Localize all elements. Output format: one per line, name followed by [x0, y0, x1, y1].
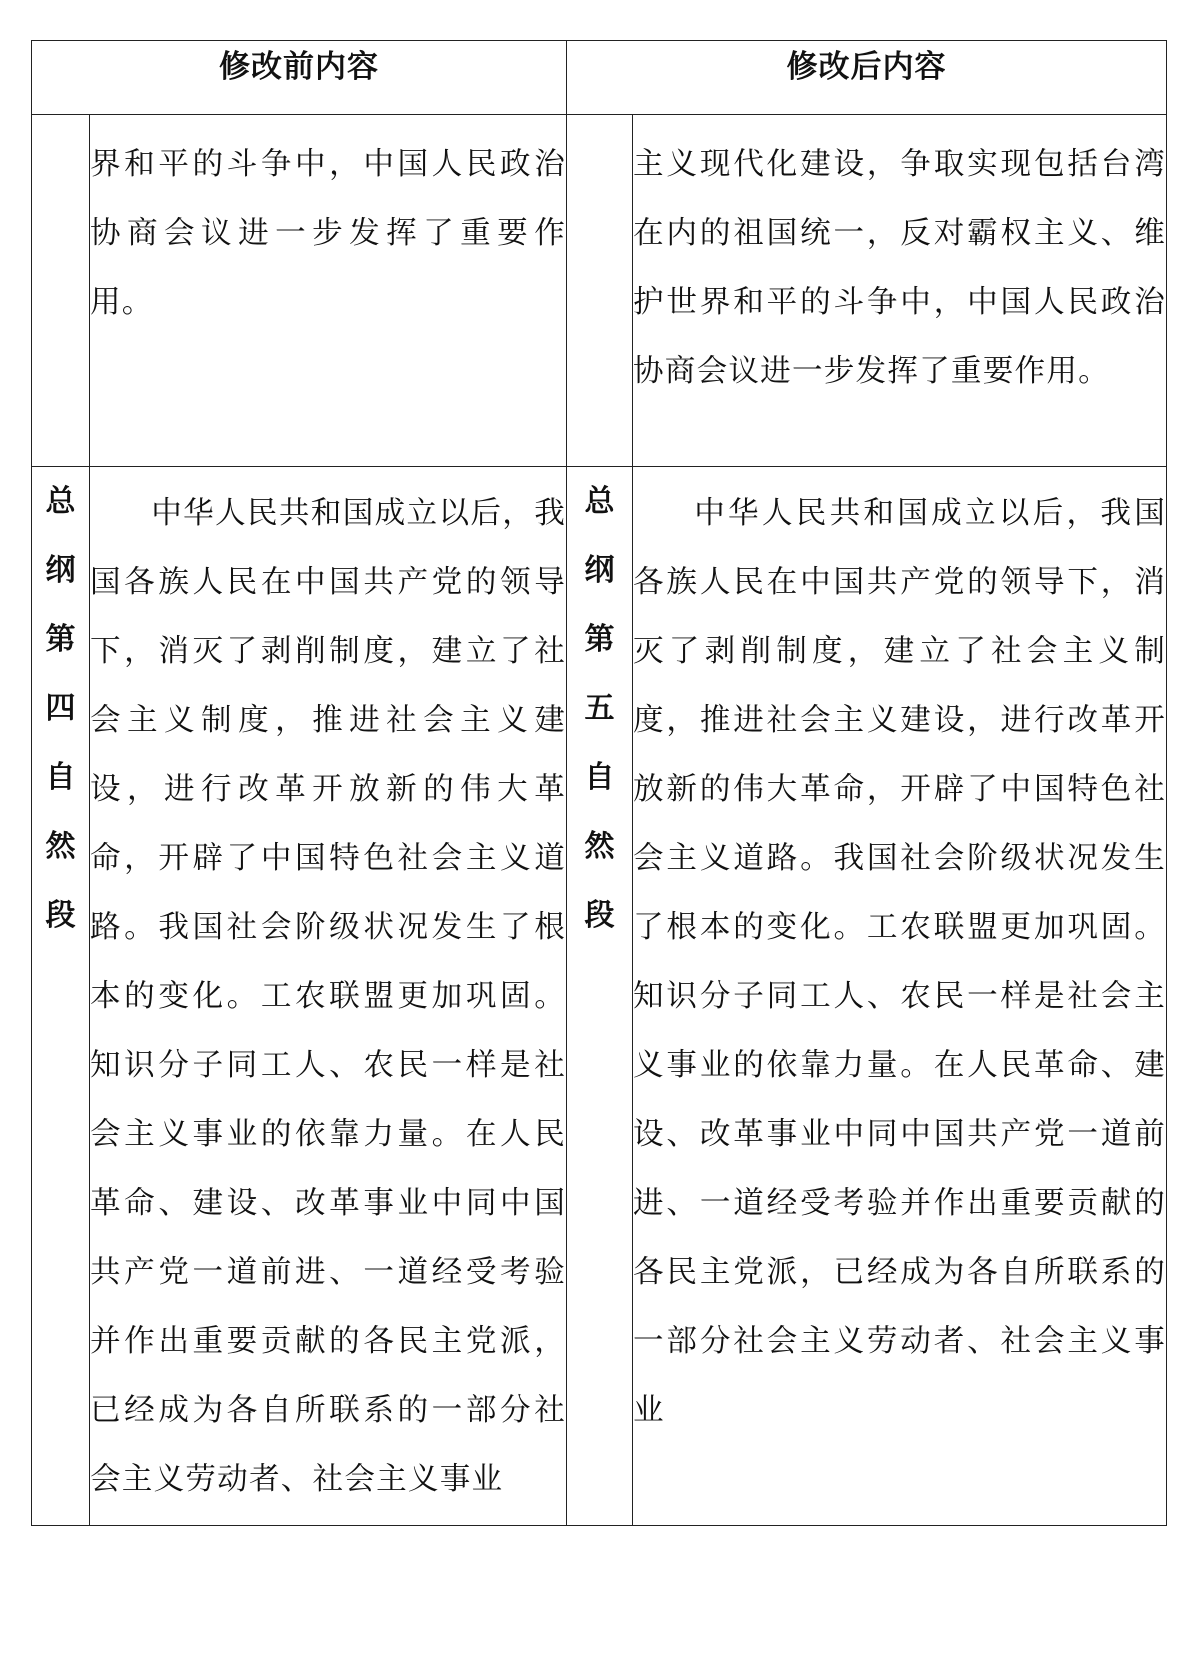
section-label-before: 总纲第四自然段: [45, 484, 76, 933]
section-label-after: 总纲第五自然段: [584, 484, 615, 933]
cell-before: [90, 115, 567, 467]
cell-after: [633, 115, 1167, 467]
header-after: 修改后内容: [567, 41, 1167, 115]
before-text: 界和平的斗争中，中国人民政治协商会议进一步发挥了重要作用。: [90, 147, 566, 320]
row-label-after: [567, 467, 633, 1526]
cell-before: [90, 467, 567, 1526]
cell-after: [633, 467, 1167, 1526]
row-label-after: [567, 115, 633, 467]
before-text: 中华人民共和国成立以后，我国各族人民在中国共产党的领导下，消灭了剥削制度，建立了社会主义制度，推进社会主义建设，进行改革开放新的伟大革命，开辟了中国特色社会主义道路。我国社会阶级状况发生了根本的变化。工农联盟更加巩固。知识分子同工人、农民一样是社会主义事业的依靠力量。在人民革命、建设、改革事业中同中国共产党一道前进、一道经受考验并作出重要贡献的各民主党派，已经成为各自所联系的一部分社会主义劳动者、社会主义事业: [90, 496, 566, 1497]
row-label-before: [32, 467, 90, 1526]
after-text: 主义现代化建设，争取实现包括台湾在内的祖国统一，反对霸权主义、维护世界和平的斗争中，中国人民政治协商会议进一步发挥了重要作用。: [633, 147, 1166, 389]
comparison-table: [31, 40, 1167, 1526]
table-header-row: [32, 41, 1167, 115]
table-row: [32, 467, 1167, 1526]
table-row: [32, 115, 1167, 467]
after-text: 中华人民共和国成立以后，我国各族人民在中国共产党的领导下，消灭了剥削制度，建立了社会主义制度，推进社会主义建设，进行改革开放新的伟大革命，开辟了中国特色社会主义道路。我国社会阶级状况发生了根本的变化。工农联盟更加巩固。知识分子同工人、农民一样是社会主义事业的依靠力量。在人民革命、建设、改革事业中同中国共产党一道前进、一道经受考验并作出重要贡献的各民主党派，已经成为各自所联系的一部分社会主义劳动者、社会主义事业: [633, 496, 1166, 1428]
header-before: 修改前内容: [32, 41, 567, 115]
row-label-before: [32, 115, 90, 467]
